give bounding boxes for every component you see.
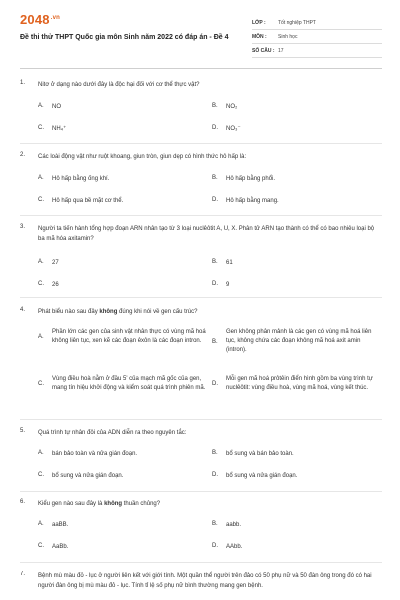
option-text: aaBB. xyxy=(52,522,69,528)
question-5 xyxy=(20,428,382,488)
question-divider xyxy=(20,215,382,216)
option-letter: A. xyxy=(38,103,44,109)
option-text: Hô hấp bằng mang. xyxy=(226,198,279,204)
question-6 xyxy=(20,499,382,559)
site-logo[interactable] xyxy=(20,12,60,27)
option-text: NH₄⁺ xyxy=(52,126,67,132)
option-letter: B. xyxy=(212,450,218,456)
question-text xyxy=(38,307,378,317)
option-a[interactable] xyxy=(38,450,137,459)
question-text: Quá trình tự nhân đôi của ADN diễn ra theo nguyên tắc: xyxy=(38,430,187,436)
option-c[interactable] xyxy=(38,281,59,290)
option-c[interactable] xyxy=(38,375,208,393)
meta-row-class xyxy=(252,16,382,30)
question-number: 5. xyxy=(20,428,26,434)
option-letter: B. xyxy=(212,259,218,265)
option-text: 9 xyxy=(226,282,230,288)
option-letter: D. xyxy=(212,197,218,203)
meta-row-count xyxy=(252,44,382,58)
question-divider xyxy=(20,562,382,563)
meta-key: SỐ CÂU : xyxy=(252,47,275,54)
option-letter: D. xyxy=(212,125,218,131)
option-text: Hô hấp qua bề mặt cơ thể. xyxy=(52,198,124,204)
question-7 xyxy=(20,571,382,600)
option-text: Gen không phân mảnh là các gen có vùng mã hoá liên tục, không chứa các đoạn không mã hoá axit amin (intron). xyxy=(226,329,372,353)
option-text: bán bảo toàn và nửa gián đoạn. xyxy=(52,451,138,457)
option-text: AAbb. xyxy=(226,544,243,550)
option-letter: B. xyxy=(212,338,218,345)
option-text: 26 xyxy=(52,282,59,288)
option-letter: B. xyxy=(212,175,218,181)
question-2 xyxy=(20,152,382,212)
logo-suffix: .vn xyxy=(50,14,61,21)
option-a[interactable] xyxy=(38,103,61,112)
option-b[interactable] xyxy=(212,450,294,459)
question-number: 3. xyxy=(20,224,26,230)
meta-key: MÔN : xyxy=(252,33,267,40)
option-a[interactable] xyxy=(38,521,68,530)
option-letter: C. xyxy=(38,281,44,287)
option-letter: D. xyxy=(212,381,218,387)
question-text-pre: Kiểu gen nào sau đây là xyxy=(38,501,105,507)
exam-meta xyxy=(252,16,382,58)
question-text-emphasis: không xyxy=(104,501,123,507)
option-text: bổ sung và nửa gián đoạn. xyxy=(226,473,298,479)
option-d[interactable] xyxy=(212,125,241,134)
option-b[interactable] xyxy=(212,175,275,184)
option-text: bổ sung và bán bảo toàn. xyxy=(226,451,294,457)
option-b[interactable] xyxy=(212,103,237,112)
option-d[interactable] xyxy=(212,375,382,393)
option-text: Vùng điều hoà nằm ở đầu 5' của mạch mã gốc của gen, mang tín hiệu khởi động và kiểm soát quá trình phiên mã. xyxy=(52,376,206,391)
option-letter: A. xyxy=(38,175,44,181)
question-number: 1. xyxy=(20,80,26,86)
question-divider xyxy=(20,491,382,492)
question-text-pre: Phát biểu nào sau đây xyxy=(38,309,100,315)
question-text: Các loài động vật như ruột khoang, giun tròn, giun dẹp có hình thức hô hấp là: xyxy=(38,154,247,160)
header-divider xyxy=(20,68,382,69)
meta-value: 17 xyxy=(278,47,284,54)
exam-title: Đề thi thử THPT Quốc gia môn Sinh năm 2022 có đáp án - Đề 4 xyxy=(20,34,229,41)
option-letter: D. xyxy=(212,472,218,478)
meta-row-subject xyxy=(252,30,382,44)
option-c[interactable] xyxy=(38,197,123,206)
meta-value: Sinh học xyxy=(278,33,298,40)
option-d[interactable] xyxy=(212,197,279,206)
option-text: NO xyxy=(52,104,61,110)
question-divider xyxy=(20,143,382,144)
option-d[interactable] xyxy=(212,281,229,290)
question-text: Người ta tiến hành tổng hợp đoạn ARN nhân tạo từ 3 loại nuclêôtit A, U, X. Phân tử ARN tạo thành có thể có bao nhiêu loại bộ ba mã hóa axitamin? xyxy=(38,226,375,242)
option-letter: A. xyxy=(38,450,44,456)
question-divider xyxy=(20,419,382,420)
question-text-emphasis: không xyxy=(99,309,118,315)
option-text: NO₃⁻ xyxy=(226,126,241,132)
option-text: 27 xyxy=(52,260,59,266)
question-4 xyxy=(20,307,382,417)
option-b[interactable] xyxy=(212,328,382,355)
option-a[interactable] xyxy=(38,175,109,184)
question-text-post: thuần chủng? xyxy=(122,501,161,507)
option-text: 61 xyxy=(226,260,233,266)
option-letter: C. xyxy=(38,125,44,131)
option-letter: D. xyxy=(212,543,218,549)
option-letter: A. xyxy=(38,521,44,527)
option-letter: B. xyxy=(212,103,218,109)
option-text: Hô hấp bằng phổi. xyxy=(226,176,276,182)
option-text: bổ sung và nửa gián đoạn. xyxy=(52,473,124,479)
meta-value: Tốt nghiệp THPT xyxy=(278,19,316,26)
option-a[interactable] xyxy=(38,328,208,346)
document-header xyxy=(20,12,382,56)
option-c[interactable] xyxy=(38,125,66,134)
option-letter: C. xyxy=(38,543,44,549)
question-divider xyxy=(20,297,382,298)
option-c[interactable] xyxy=(38,543,68,552)
option-letter: A. xyxy=(38,259,44,265)
option-b[interactable] xyxy=(212,259,233,268)
question-text-post: đúng khi nói về gen cấu trúc? xyxy=(117,309,198,315)
option-text: Hô hấp bằng ống khí. xyxy=(52,176,110,182)
option-letter: C. xyxy=(38,472,44,478)
option-letter: C. xyxy=(38,197,44,203)
meta-key: LỚP : xyxy=(252,19,266,26)
option-c[interactable] xyxy=(38,472,123,481)
question-1 xyxy=(20,80,382,140)
option-letter: C. xyxy=(38,381,44,387)
option-b[interactable] xyxy=(212,521,241,530)
question-text: Nitơ ở dạng nào dưới đây là độc hại đối với cơ thể thực vật? xyxy=(38,82,200,88)
option-letter: A. xyxy=(38,334,44,340)
question-number: 6. xyxy=(20,499,26,505)
question-text xyxy=(38,499,378,509)
question-number: 4. xyxy=(20,307,26,313)
option-text: NO₂ xyxy=(226,104,238,110)
option-d[interactable] xyxy=(212,472,297,481)
question-number: 7. xyxy=(20,571,26,577)
logo-text: 2048 xyxy=(20,12,50,27)
option-text: aabb. xyxy=(226,522,242,528)
option-text: AaBb. xyxy=(52,544,69,550)
option-text: Phần lớn các gen của sinh vật nhân thực có vùng mã hoá không liên tục, xen kẽ các đoạn êxôn là các đoạn intron. xyxy=(52,329,206,344)
question-number: 2. xyxy=(20,152,26,158)
option-text: Mỗi gen mã hoá prôtêin điển hình gồm ba vùng trình tự nuclêôtit: vùng điều hoà, vùng mã hoá, vùng kết thúc. xyxy=(226,376,373,391)
question-text: Bệnh mù màu đỏ - lục ở người liên kết với giới tính. Một quần thể người trên đảo có 50 phụ nữ và 50 đàn ông trong đó có hai người đàn ông bị mù màu đỏ - lục. Tính tỉ lệ số phụ nữ bình thường mang gen bệnh. xyxy=(38,573,372,589)
option-letter: B. xyxy=(212,521,218,527)
option-d[interactable] xyxy=(212,543,242,552)
question-3 xyxy=(20,224,382,294)
option-a[interactable] xyxy=(38,259,59,268)
option-letter: D. xyxy=(212,281,218,287)
